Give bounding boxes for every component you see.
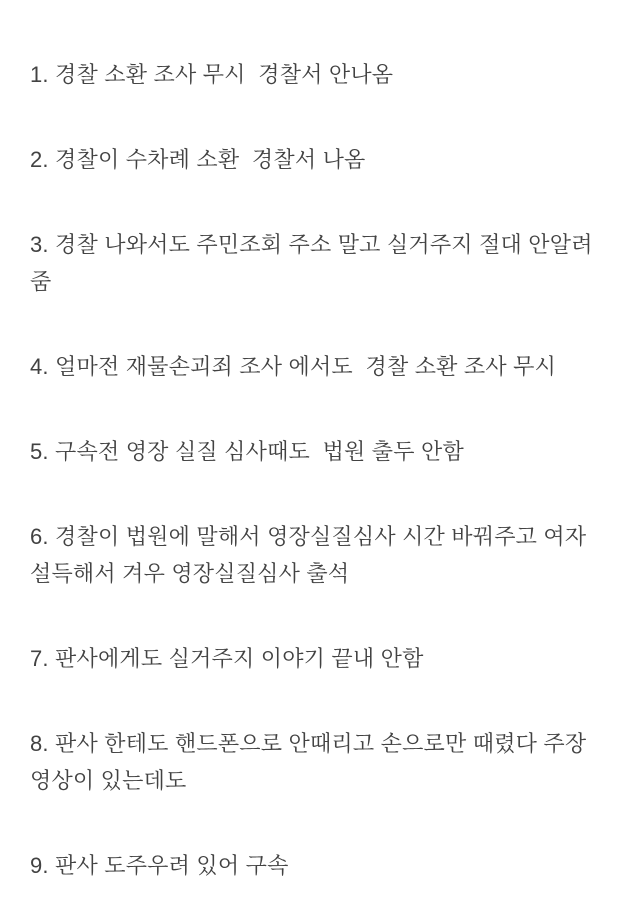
list-item: 4. 얼마전 재물손괴죄 조사 에서도 경찰 소환 조사 무시 xyxy=(30,354,557,379)
list-item: 2. 경찰이 수차례 소환 경찰서 나옴 xyxy=(30,147,366,172)
list-item: 1. 경찰 소환 조사 무시 경찰서 안나옴 xyxy=(30,62,394,87)
list-item: 6. 경찰이 법원에 말해서 영장실질심사 시간 바꿔주고 여자 설득해서 겨우 영장실질심사 출석 xyxy=(30,524,593,586)
list-item: 9. 판사 도주우려 있어 구속 xyxy=(30,853,289,878)
list-item: 3. 경찰 나와서도 주민조회 주소 말고 실거주지 절대 안알려줌 xyxy=(30,232,593,294)
list-item: 8. 판사 한테도 핸드폰으로 안때리고 손으로만 때렸다 주장 영상이 있는데도 xyxy=(30,731,599,793)
list-item: 7. 판사에게도 실거주지 이야기 끝내 안함 xyxy=(30,646,424,671)
list-item: 5. 구속전 영장 실질 심사때도 법원 출두 안함 xyxy=(30,439,464,464)
